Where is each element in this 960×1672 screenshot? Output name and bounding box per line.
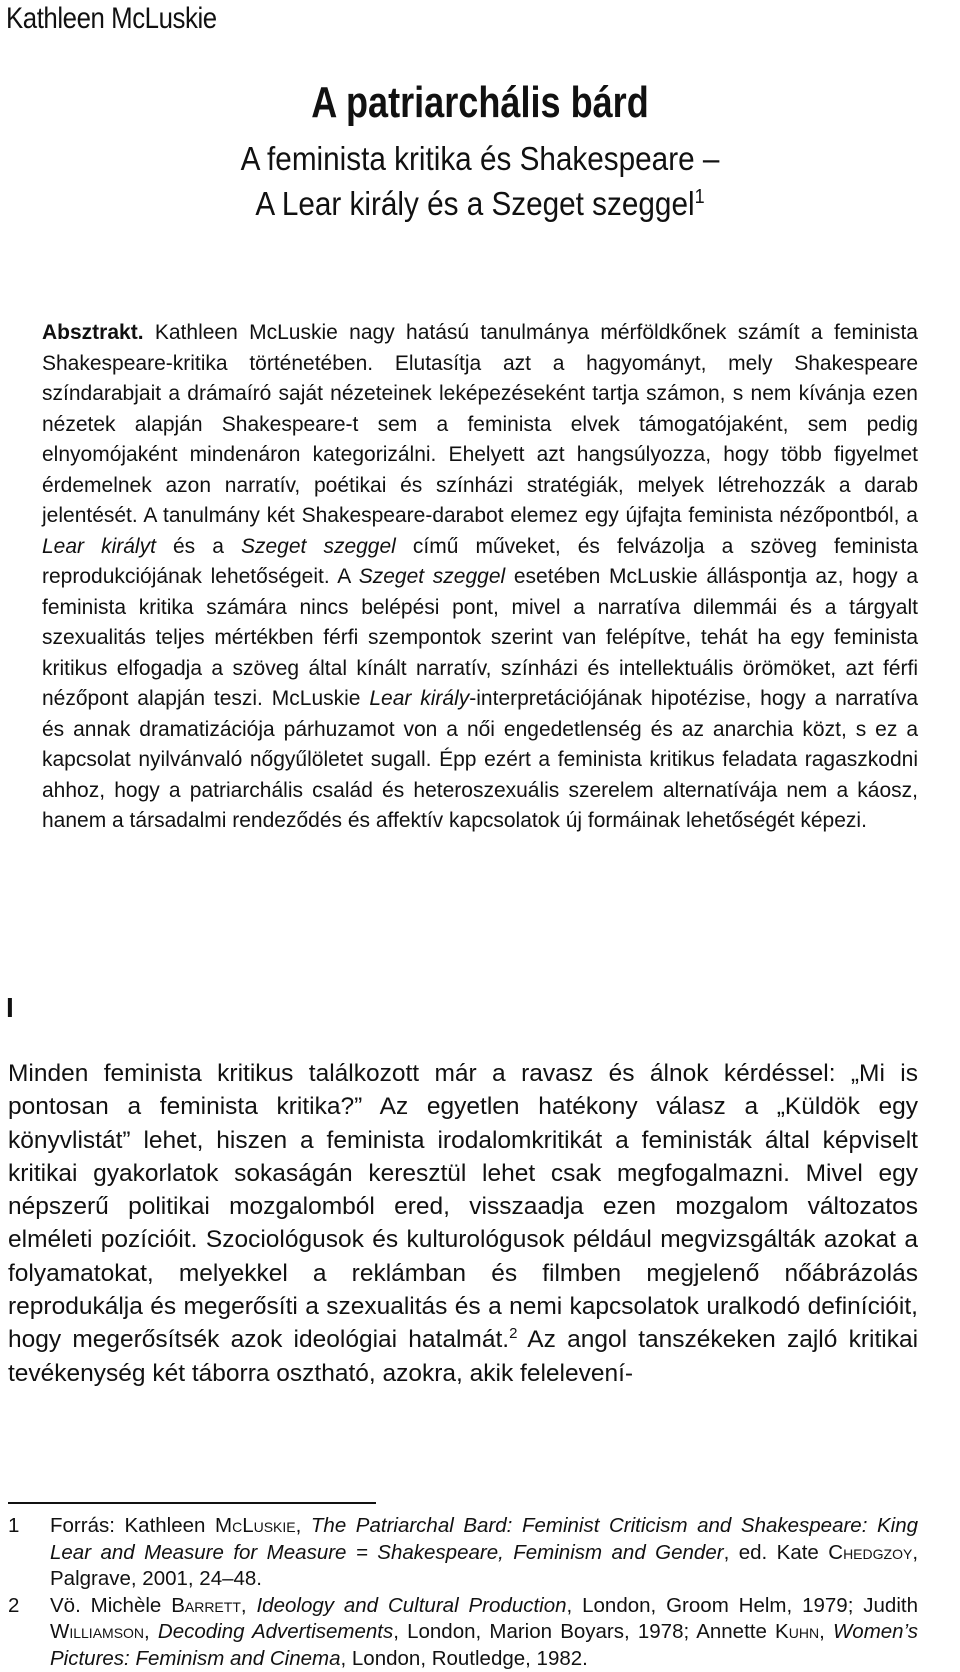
footnote-ref-1[interactable]: 1 (695, 186, 705, 208)
footnote-title: Ideology and Cultural Production (256, 1594, 566, 1617)
footnote-text: , (144, 1620, 158, 1643)
footnote-text: , (819, 1620, 833, 1643)
footnote-divider (8, 1502, 376, 1504)
body-text: Minden feminista kritikus találkozott már a ravasz és álnok kérdéssel: „Mi is pontosan a feminista kritika?” Az egyetlen hatékony válasz a „Küldök egy könyvlistát” lehet, hiszen a feminista irodalomkritikát a feministák által képviselt kritikai gyakorlatok sokaságán keresztül lehet csak megfogalmazni. Mivel egy népszerű politikai mozgalomból ered, visszaadja ezen mozgalom változatos elméleti pozícióit. Szociológusok és kulturológusok például megvizsgálták azokat a folyamatokat, melyekkel a reklámban és filmben megjelenő nőábrázolás reprodukálja és megerősíti a szexualitás és a nemi kapcsolatok uralkodó definícióit, hogy megerősítsék azok ideológiai hatalmát. (8, 1060, 918, 1353)
subtitle-line-1: A feminista kritika és Shakespeare – (48, 140, 912, 178)
footnote-author: Chedgzoy (828, 1541, 912, 1564)
footnote-author: Williamson (50, 1620, 144, 1643)
subtitle-line-2 (48, 185, 912, 223)
subtitle-line-1-wrap (0, 140, 960, 178)
footnote-text: , London, Marion Boyars, 1978; Annette (393, 1620, 775, 1643)
footnote-text: , London, Groom Helm, 1979; Judith (567, 1594, 918, 1617)
abstract-label: Absztrakt. (42, 321, 144, 344)
body-paragraph (8, 1057, 918, 1390)
footnote-1 (8, 1513, 918, 1593)
abstract-italic-lear: Lear király (369, 687, 469, 710)
footnote-number: 1 (8, 1513, 19, 1540)
footnote-text: Forrás: Kathleen (50, 1514, 215, 1537)
abstract-italic-measure: Szeget szeggel (241, 535, 396, 558)
footnote-author: McLuskie (215, 1514, 296, 1537)
abstract-text: Kathleen McLuskie nagy hatású tanulmánya mérföldkőnek számít a feminista Shakespeare-kritika történetében. Elutasítja azt a hagyományt, mely Shakespeare színdarabjait a drámaíró saját nézeteinek leképezéseként tartja számon, s nem kívánja ezen nézetek alapján Shakespeare-t sem a feminista elvek támogatójaként, sem pedig elnyomójaként mindenáron kategorizálni. Ehelyett azt hangsúlyozza, hogy több figyelmet érdemelnek azon narratív, poétikai és színházi stratégiák, melyek létrehozzák a darab jelentését. A tanulmány két Shakespeare-darabot elemez egy újfajta feminista nézőpontból, a (42, 321, 918, 527)
abstract-italic-lear: Lear királyt (42, 535, 156, 558)
footnotes (8, 1513, 918, 1672)
footnote-number: 2 (8, 1593, 19, 1620)
abstract-italic-measure: Szeget szeggel (359, 565, 505, 588)
footnote-text: Vö. Michèle (50, 1594, 171, 1617)
abstract-text: esetében McLuskie álláspontja az, hogy a feminista kritika számára nincs belépési pont, mivel a narratíva dilemmái és a tárgyalt szexualitás teljes mértékben férfi szempontok szerint van felépítve, tehát ha egy feminista kritikus elfogadja a szöveg által kínált narratív, színházi és intellektuális örömöket, azt férfi nézőpont alapján teszi. McLuskie (42, 565, 918, 710)
footnote-text: , (241, 1594, 257, 1617)
footnote-text: , (296, 1514, 311, 1537)
footnote-text: , Palgrave, 2001, 24–48. (50, 1541, 918, 1591)
subtitle-line-2-text: A Lear király és a Szeget szeggel (255, 185, 694, 222)
abstract (42, 318, 918, 837)
footnote-title: The Patriarchal Bard: Feminist Criticism and Shakespeare: King Lear and Measure for Measure = Shakespeare, Feminism and Gender (50, 1514, 918, 1564)
abstract-text: és a (156, 535, 241, 558)
article-title: A patriarchális bárd (86, 78, 873, 128)
footnote-title: Decoding Advertisements (158, 1620, 393, 1643)
footnote-title: Women’s Pictures: Feminism and Cinema (50, 1620, 918, 1670)
subtitle-line-2-wrap (0, 185, 960, 223)
footnote-author: Barrett (171, 1594, 241, 1617)
section-number: I (6, 992, 14, 1024)
footnote-2 (8, 1593, 918, 1672)
footnote-text: , ed. Kate (724, 1541, 829, 1564)
footnote-ref-2[interactable]: 2 (509, 1325, 517, 1342)
body-text: Az angol tanszékeken zajló kritikai tevékenység két táborra osztható, azokra, akik felelevení- (8, 1326, 918, 1386)
footnote-text: , London, Routledge, 1982. (341, 1647, 588, 1670)
abstract-text: című műveket, és felvázolja a szöveg feminista reprodukciójának lehetőségeit. A (42, 535, 918, 589)
footnote-author: Kuhn (775, 1620, 819, 1643)
abstract-text: -interpretációjának hipotézise, hogy a narratíva és annak dramatizációja párhuzamot von a női engedetlenség és az anarchia közt, s ez a kapcsolat nyilvánvaló nőgyűlöletet sugall. Épp ezért a feminista kritikus feladata ragaszkodni ahhoz, hogy a patriarchális család és heteroszexuális szerelem alternatívája nem a káosz, hanem a társadalmi rendeződés és affektív kapcsolatok új formáinak lehetőségét képezi. (42, 687, 918, 832)
author-name: Kathleen McLuskie (6, 2, 217, 36)
